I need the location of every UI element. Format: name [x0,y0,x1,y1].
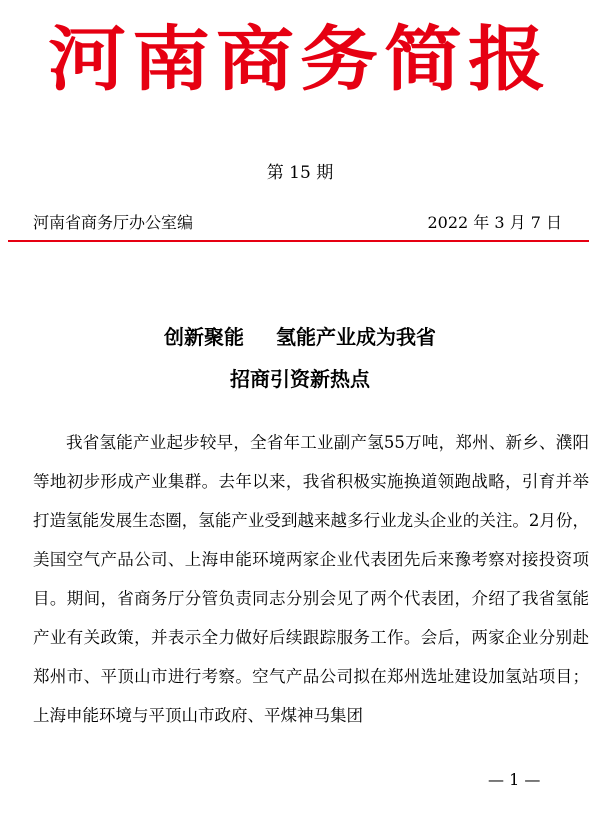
editor-line: 河南省商务厅办公室编 [33,213,194,232]
publish-date: 2022 年 3 月 7 日 [427,213,562,232]
article-title-line-2: 招商引资新热点 [230,367,370,391]
issue-number: 第 15 期 [266,163,334,183]
masthead-title: 河南商务简报 [47,18,552,101]
article-title [0,316,600,400]
page-number: — 1 — [488,770,541,789]
title-part-1: 创新聚能 [164,325,244,349]
article-body: 我省氢能产业起步较早，全省年工业副产氢55万吨，郑州、新乡、濮阳等地初步形成产业集群。去年以来，我省积极实施换道领跑战略，引育并举打造氢能发展生态圈，氢能产业受到越来越多行业龙头企业的关注。2月份，美国空气产品公司、上海申能环境两家企业代表团先后来豫考察对接投资项目。期间，省商务厅分管负责同志分别会见了两个代表团，介绍了我省氢能产业有关政策，并表示全力做好后续跟踪服务工作。会后，两家企业分别赴郑州市、平顶山市进行考察。空气产品公司拟在郑州选址建设加氢站项目；上海申能环境与平顶山市政府、平煤神马集团 [33,433,589,725]
article-title-line-1 [0,316,600,358]
title-part-2: 氢能产业成为我省 [276,325,436,349]
header-divider [8,240,589,242]
